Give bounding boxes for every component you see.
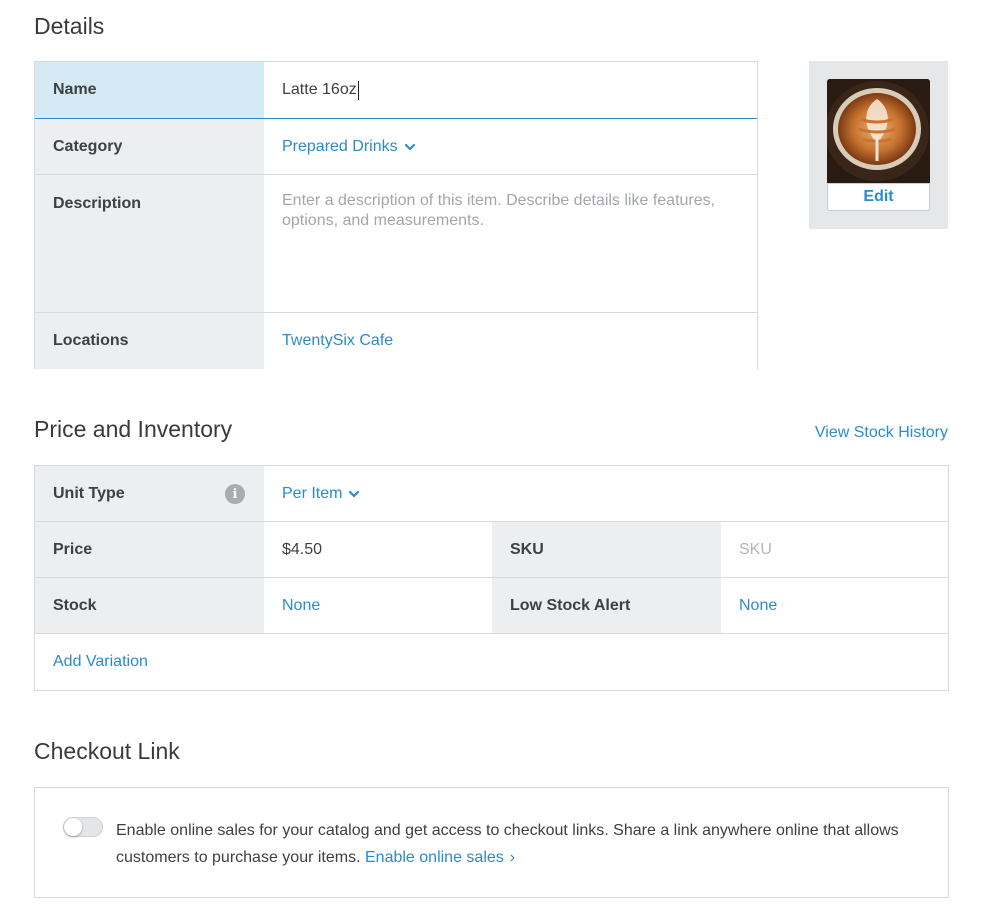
add-variation-link[interactable]: Add Variation xyxy=(53,653,148,670)
stock-link[interactable]: None xyxy=(264,578,492,633)
sku-label: SKU xyxy=(492,522,721,577)
locations-label: Locations xyxy=(35,313,264,369)
text-cursor xyxy=(358,81,359,100)
checkout-link-section-title: Checkout Link xyxy=(34,738,180,764)
details-section-title: Details xyxy=(34,13,105,39)
category-dropdown[interactable] xyxy=(264,119,757,174)
details-table xyxy=(34,61,758,369)
edit-image-button[interactable]: Edit xyxy=(827,183,930,211)
chevron-down-icon xyxy=(348,488,360,500)
description-label: Description xyxy=(35,175,264,312)
name-value: Latte 16oz xyxy=(282,81,357,98)
item-image-card xyxy=(809,61,948,229)
category-label: Category xyxy=(35,119,264,174)
name-row xyxy=(35,62,757,119)
category-row xyxy=(35,119,757,175)
unit-type-dropdown[interactable] xyxy=(264,466,948,521)
price-input[interactable]: $4.50 xyxy=(264,522,492,577)
checkout-description xyxy=(116,817,916,871)
locations-link[interactable] xyxy=(264,313,757,369)
price-inventory-section-title: Price and Inventory xyxy=(34,416,233,442)
inventory-table xyxy=(34,465,949,691)
low-stock-alert-label: Low Stock Alert xyxy=(492,578,721,633)
stock-label: Stock xyxy=(35,578,264,633)
price-label: Price xyxy=(35,522,264,577)
checkout-link-box xyxy=(34,787,949,898)
toggle-knob xyxy=(64,818,82,836)
item-photo xyxy=(827,79,930,183)
locations-value: TwentySix Cafe xyxy=(282,332,394,349)
unit-type-value: Per Item xyxy=(282,484,343,502)
unit-type-label-cell xyxy=(35,466,264,521)
chevron-down-icon xyxy=(404,141,416,153)
checkout-description-text: Enable online sales for your catalog and get access to checkout links. Share a link anywhere online that allows customers to purchase your items. xyxy=(116,822,899,866)
sku-input[interactable]: SKU xyxy=(721,522,948,577)
enable-online-sales-label: Enable online sales xyxy=(365,849,504,866)
name-label: Name xyxy=(35,62,264,118)
online-sales-toggle[interactable] xyxy=(63,817,103,837)
view-stock-history-link[interactable]: View Stock History xyxy=(814,424,948,441)
description-row xyxy=(35,175,757,313)
latte-art-image xyxy=(827,79,930,183)
locations-row xyxy=(35,313,757,369)
description-textarea[interactable]: Enter a description of this item. Describe details like features, options, and measurements. xyxy=(264,175,757,312)
low-stock-alert-link[interactable]: None xyxy=(721,578,948,633)
unit-type-row xyxy=(35,466,948,522)
name-input[interactable] xyxy=(264,62,757,118)
enable-online-sales-link[interactable] xyxy=(365,849,515,866)
chevron-right-icon: › xyxy=(509,849,516,866)
info-icon[interactable]: i xyxy=(225,484,245,504)
stock-row xyxy=(35,578,948,634)
add-variation-row xyxy=(35,634,948,690)
price-row xyxy=(35,522,948,578)
category-value: Prepared Drinks xyxy=(282,137,398,155)
unit-type-label: Unit Type xyxy=(53,484,125,502)
